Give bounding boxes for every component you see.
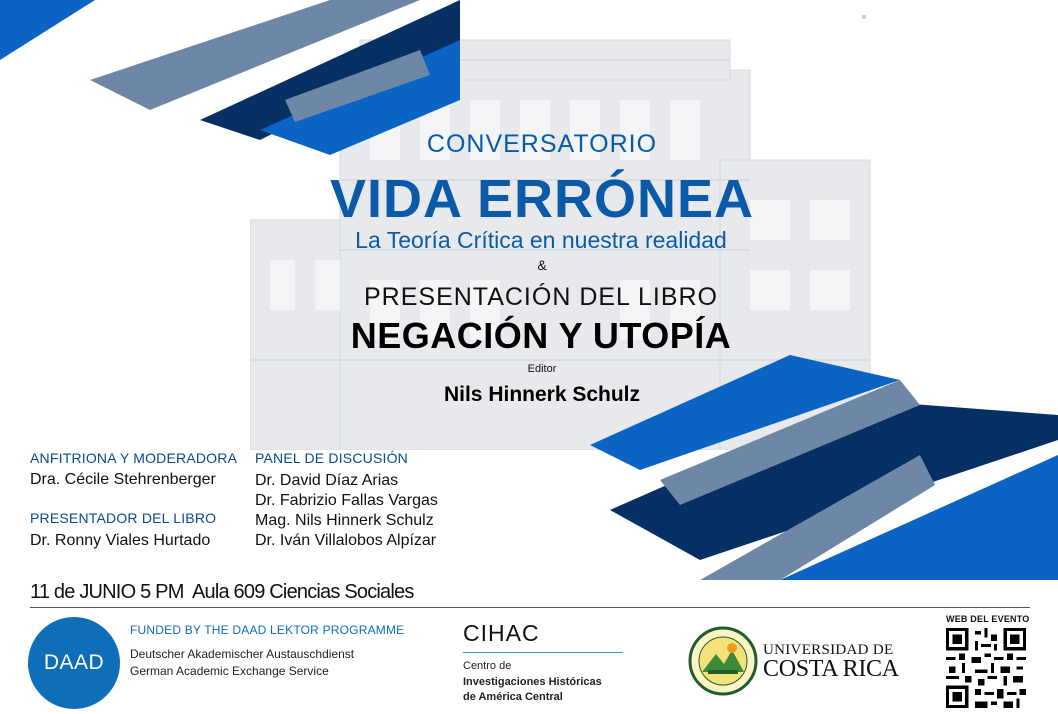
event-connector: & (537, 257, 547, 273)
event-subtitle: La Teoría Crítica en nuestra realidad (355, 227, 727, 253)
cihac-line-2: Investigaciones Históricas (463, 676, 602, 688)
cihac-line-3: de América Central (463, 691, 563, 703)
ucr-name-line-1: UNIVERSIDAD DE (763, 642, 894, 658)
cihac-line-1: Centro de (463, 660, 512, 672)
cihac-logo: CIHAC (463, 620, 540, 646)
daad-logo: DAAD (28, 617, 120, 709)
footer-divider (30, 607, 1030, 608)
editor-name: Nils Hinnerk Schulz (443, 383, 641, 406)
event-title: VIDA ERRÓNEA (329, 169, 755, 229)
panel-label: PANEL DE DISCUSIÓN (255, 450, 408, 466)
panel-member: Dr. David Díaz Arias (255, 472, 399, 489)
presenter-name: Dr. Ronny Viales Hurtado (30, 532, 211, 549)
event-web-label: WEB DEL EVENTO (946, 614, 1030, 624)
panel-member: Dr. Iván Villalobos Alpízar (255, 532, 437, 549)
ucr-seal-icon (688, 626, 758, 696)
host-label: ANFITRIONA Y MODERADORA (30, 450, 238, 466)
host-name: Dra. Cécile Stehrenberger (30, 471, 216, 488)
event-date-location: 11 de JUNIO 5 PM Aula 609 Ciencias Sociales (30, 581, 414, 603)
panel-member: Mag. Nils Hinnerk Schulz (255, 512, 434, 529)
editor-label: Editor (527, 363, 557, 375)
ucr-name-line-2: COSTA RICA (763, 656, 899, 682)
daad-name-en: German Academic Exchange Service (130, 664, 329, 678)
presenter-label: PRESENTADOR DEL LIBRO (30, 510, 217, 526)
daad-name-de: Deutscher Akademischer Austauschdienst (130, 647, 355, 661)
cihac-rule (463, 652, 623, 653)
panel-list (255, 471, 438, 551)
book-kicker: PRESENTACIÓN DEL LIBRO (363, 283, 719, 311)
qr-code-icon[interactable] (946, 628, 1026, 708)
event-kicker: CONVERSATORIO (426, 130, 658, 158)
daad-funded-text: FUNDED BY THE DAAD LEKTOR PROGRAMME (130, 623, 405, 637)
book-title: NEGACIÓN Y UTOPÍA (350, 315, 732, 356)
panel-member: Dr. Fabrizio Fallas Vargas (255, 492, 438, 509)
corner-dot (862, 15, 866, 19)
